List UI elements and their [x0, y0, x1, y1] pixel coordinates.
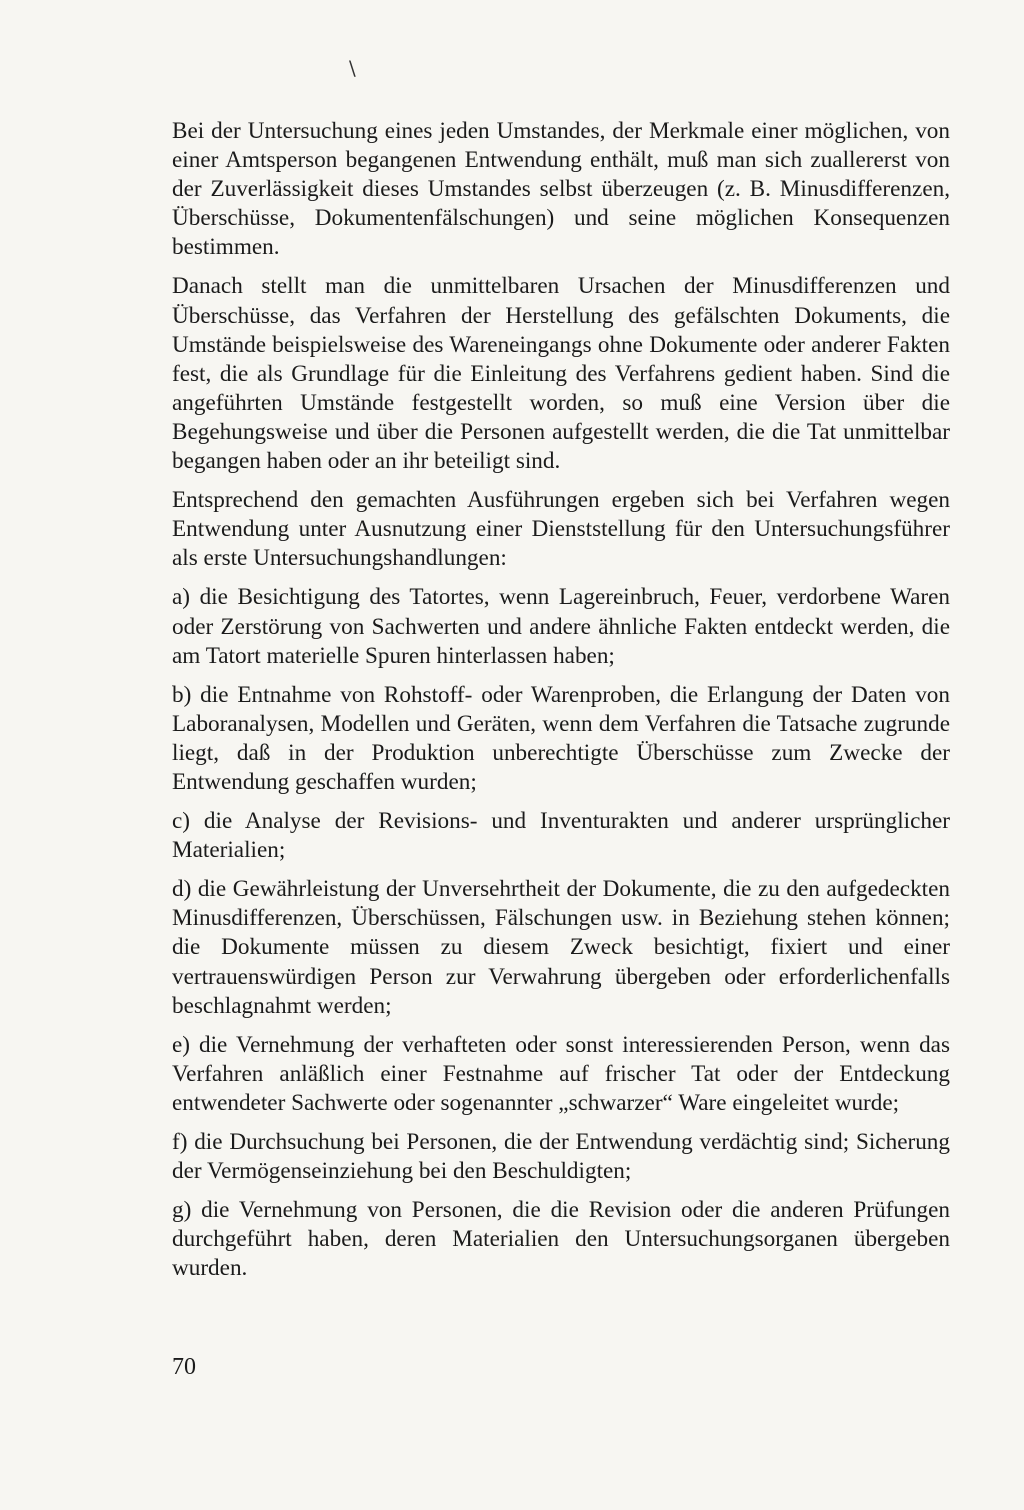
paragraph-first-actions: Entsprechend den gemachten Ausführungen ergeben sich bei Verfahren wegen Entwendung unter Ausnutzung einer Dienststellung für den Untersuchungsführer als erste Untersuchungshandlungen:: [172, 487, 950, 572]
list-item-b: b) die Entnahme von Rohstoff- oder Warenproben, die Erlangung der Daten von Laboranalysen, Modellen und Geräten, wenn dem Verfahren die Tatsache zugrunde liegt, daß in der Produktion unberechtigte Überschüsse zum Zwecke der Entwendung geschaffen wurden;: [172, 681, 950, 795]
list-item-c: c) die Analyse der Revisions- und Inventurakten und anderer ursprünglicher Materialien;: [172, 808, 950, 864]
list-item-a: a) die Besichtigung des Tatortes, wenn Lagereinbruch, Feuer, verdorbene Waren oder Zerstörung von Sachwerten und andere ähnliche Fakten entdeckt werden, die am Tatort materielle Spuren hinterlassen haben;: [172, 584, 950, 669]
stray-mark: \: [349, 56, 356, 80]
list-item-f: f) die Durchsuchung bei Personen, die der Entwendung verdächtig sind; Sicherung der Vermögenseinziehung bei den Beschuldigten;: [172, 1129, 950, 1185]
body-text: [172, 117, 950, 1293]
paragraph-intro: Bei der Untersuchung eines jeden Umstandes, der Merkmale einer möglichen, von einer Amtsperson begangenen Entwendung enthält, muß man sich zuallererst von der Zuverlässigkeit dieses Umstandes selbst überzeugen (z. B. Minusdifferenzen, Überschüsse, Dokumentenfälschungen) und seine möglichen Konsequenzen bestimmen.: [172, 118, 950, 261]
page-number: 70: [172, 1354, 196, 1380]
paragraph-causes: Danach stellt man die unmittelbaren Ursachen der Minusdifferenzen und Überschüsse, das Verfahren der Herstellung des gefälschten Dokuments, die Umstände beispielsweise des Wareneingangs ohne Dokumente oder anderer Fakten fest, die als Grundlage für die Einleitung des Verfahrens gedient haben. Sind die angeführten Umstände festgestellt worden, so muß eine Version über die Begehungsweise und über die Personen aufgestellt werden, die die Tat unmittelbar begangen haben oder an ihr beteiligt sind.: [172, 273, 950, 475]
list-item-d: d) die Gewährleistung der Unversehrtheit der Dokumente, die zu den aufgedeckten Minusdifferenzen, Überschüssen, Fälschungen usw. in Beziehung stehen können; die Dokumente müssen zu diesem Zweck besichtigt, fixiert und einer vertrauenswürdigen Person zur Verwahrung übergeben oder erforderlichenfalls beschlagnahmt werden;: [172, 876, 950, 1019]
list-item-g: g) die Vernehmung von Personen, die die Revision oder die anderen Prüfungen durchgeführt haben, deren Materialien den Untersuchungsorganen übergeben wurden.: [172, 1197, 950, 1282]
list-item-e: e) die Vernehmung der verhafteten oder sonst interessierenden Person, wenn das Verfahren anläßlich einer Festnahme auf frischer Tat oder der Entdeckung entwendeter Sachwerte oder sogenannter „schwarzer“ Ware eingeleitet wurde;: [172, 1031, 950, 1116]
